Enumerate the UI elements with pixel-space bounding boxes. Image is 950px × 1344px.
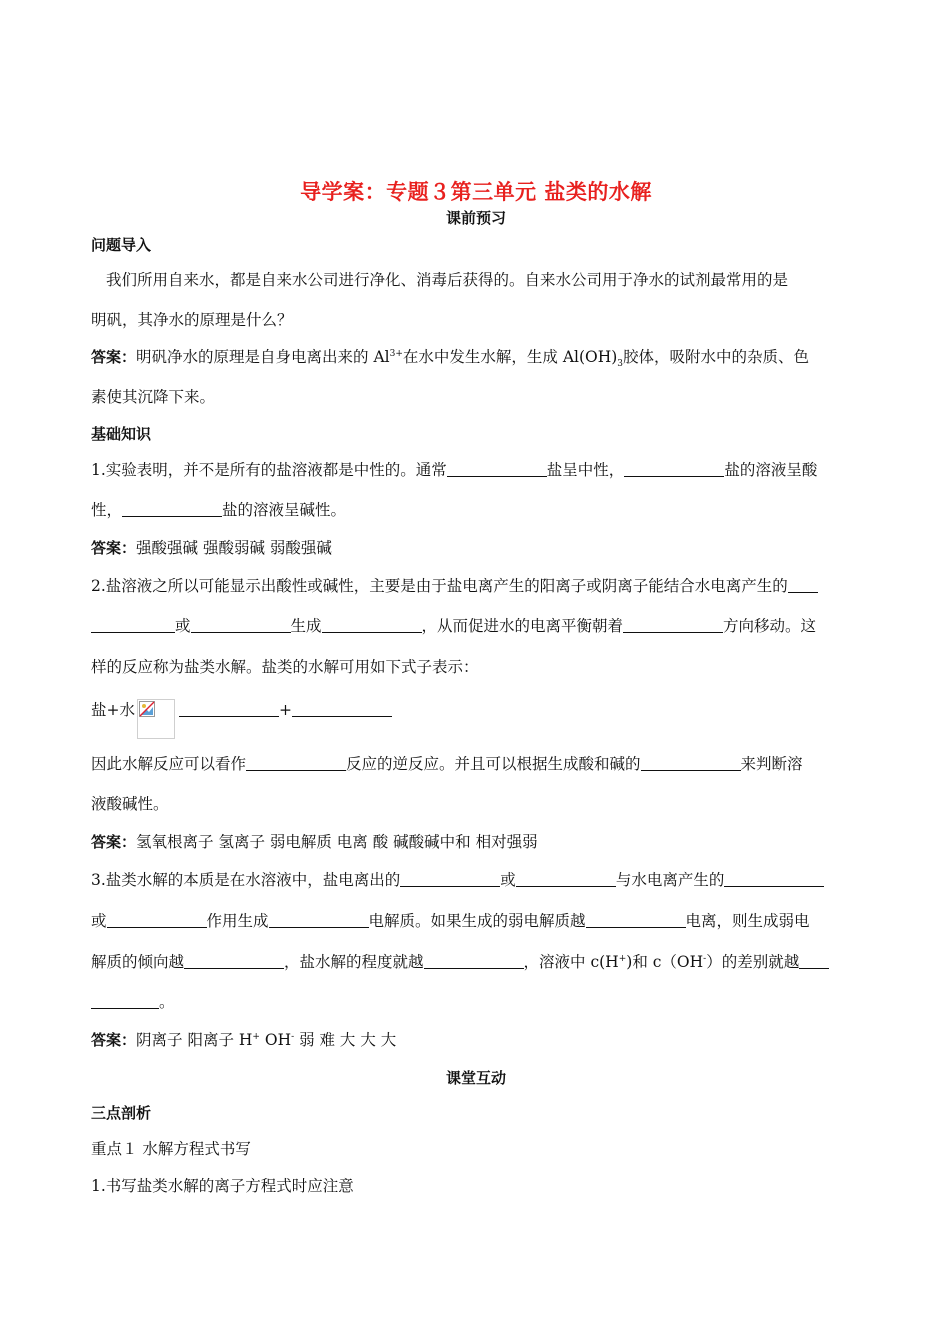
key-point-1-item-1: 1.书写盐类水解的离子方程式时应注意 — [91, 1177, 354, 1195]
question-text: 电离，则生成弱电 — [685, 912, 810, 930]
question-text: 生成 — [290, 617, 322, 635]
question-text: 3.盐类水解的本质是在水溶液中，盐电离出的 — [91, 871, 401, 889]
fill-blank[interactable] — [292, 701, 392, 717]
answer-1-line2: 素使其沉降下来。 — [91, 388, 216, 406]
fill-blank[interactable] — [424, 953, 524, 969]
section-heading-preview: 课前预习 — [445, 209, 506, 227]
question-text: ，盐水解的程度就越 — [284, 953, 424, 971]
hydrolysis-equation — [91, 698, 861, 739]
question-2-line2 — [91, 614, 861, 636]
document-title: 导学案：专题３第三单元 盐类的水解 — [300, 180, 652, 204]
fill-blank[interactable] — [586, 912, 686, 928]
answer-q1 — [91, 536, 861, 558]
fill-blank[interactable] — [641, 755, 741, 771]
equation-text: 盐+水 — [91, 701, 135, 719]
question-text: 方向移动。这 — [723, 617, 817, 635]
intro-paragraph-line2: 明矾，其净水的原理是什么？ — [91, 311, 293, 329]
equation-text: + — [279, 701, 292, 719]
question-text: )和 c（OH — [626, 953, 704, 971]
fill-blank[interactable] — [122, 501, 222, 517]
answer-label: 答案： — [91, 539, 137, 557]
question-2-line3: 样的反应称为盐类水解。盐类的水解可用如下式子表示： — [91, 658, 479, 676]
answer-q3 — [91, 1028, 861, 1050]
fill-blank[interactable] — [191, 617, 291, 633]
fill-blank[interactable] — [623, 617, 723, 633]
question-text: ）的差别就越 — [706, 953, 800, 971]
heading-analysis: 三点剖析 — [91, 1104, 152, 1122]
question-text: 因此水解反应可以看作 — [91, 755, 247, 773]
question-text: 或 — [175, 617, 191, 635]
question-text: 来判断溶 — [740, 755, 803, 773]
answer-1-text: 明矾净水的原理是自身电离出来的 Al — [136, 348, 390, 366]
question-text: 盐的溶液呈酸 — [724, 461, 818, 479]
question-2-line1 — [91, 574, 861, 596]
heading-question-intro: 问题导入 — [91, 236, 152, 254]
answer-label: 答案： — [91, 1031, 137, 1049]
question-text: 性， — [91, 501, 123, 519]
question-3-line4 — [91, 990, 861, 1012]
fill-blank[interactable] — [246, 755, 346, 771]
question-3-line3 — [91, 950, 861, 972]
question-text: 或 — [91, 912, 107, 930]
fill-blank[interactable] — [179, 701, 279, 717]
answer-1-line1 — [91, 345, 861, 370]
question-text: 或 — [500, 871, 516, 889]
superscript: + — [252, 1031, 260, 1042]
fill-blank[interactable] — [400, 871, 500, 887]
answer-1-text: 在水中发生水解，生成 Al(OH) — [402, 348, 618, 366]
fill-blank[interactable] — [107, 912, 207, 928]
fill-blank[interactable] — [91, 617, 175, 633]
heading-basic-knowledge: 基础知识 — [91, 425, 152, 443]
question-text: 1.实验表明，并不是所有的盐溶液都是中性的。通常 — [91, 461, 447, 479]
question-text: 解质的倾向越 — [91, 953, 185, 971]
key-point-1: 重点１ 水解方程式书写 — [91, 1140, 251, 1158]
intro-paragraph-line1: 我们所用自来水，都是自来水公司进行净化、消毒后获得的。自来水公司用于净水的试剂最常用的是 — [106, 271, 789, 289]
answer-text: 弱 难 大 大 大 — [294, 1031, 397, 1049]
question-text: 盐呈中性， — [546, 461, 625, 479]
fill-blank[interactable] — [624, 461, 724, 477]
answer-q2 — [91, 830, 861, 852]
answer-1-text: 胶体，吸附水中的杂质、色 — [623, 348, 810, 366]
superscript: - — [291, 1031, 295, 1042]
broken-image-icon — [137, 699, 175, 739]
question-text: 。 — [159, 993, 175, 1011]
question-text: 反应的逆反应。并且可以根据生成酸和碱的 — [346, 755, 641, 773]
question-text: ，溶液中 c(H — [523, 953, 619, 971]
fill-blank[interactable] — [322, 617, 422, 633]
fill-blank[interactable] — [269, 912, 369, 928]
fill-blank[interactable] — [799, 953, 829, 969]
superscript: 3+ — [389, 348, 403, 359]
question-text: 2.盐溶液之所以可能显示出酸性或碱性，主要是由于盐电离产生的阳离子或阴离子能结合水电离产生的 — [91, 577, 788, 595]
question-3-line1 — [91, 868, 861, 890]
fill-blank[interactable] — [184, 953, 284, 969]
answer-text: 氢氧根离子 氢离子 弱电解质 电离 酸 碱酸碱中和 相对强弱 — [136, 833, 538, 851]
fill-blank[interactable] — [788, 577, 818, 593]
question-3-line2 — [91, 909, 861, 931]
question-text: ，从而促进水的电离平衡朝着 — [421, 617, 624, 635]
answer-text: OH — [259, 1031, 292, 1049]
answer-text: 阴离子 阳离子 H — [136, 1031, 253, 1049]
answer-label: 答案： — [91, 833, 137, 851]
fill-blank[interactable] — [91, 993, 159, 1009]
question-2-line5 — [91, 752, 861, 774]
question-text: 盐的溶液呈碱性。 — [222, 501, 347, 519]
fill-blank[interactable] — [724, 871, 824, 887]
question-2-line6: 液酸碱性。 — [91, 795, 169, 813]
fill-blank[interactable] — [516, 871, 616, 887]
answer-label: 答案： — [91, 348, 137, 366]
superscript: + — [618, 953, 627, 964]
question-text: 作用生成 — [206, 912, 269, 930]
question-text: 与水电离产生的 — [615, 871, 725, 889]
fill-blank[interactable] — [447, 461, 547, 477]
subscript: 3 — [617, 359, 624, 370]
answer-text: 强酸强碱 强酸弱碱 弱酸强碱 — [136, 539, 332, 557]
superscript: - — [703, 953, 707, 964]
section-heading-classroom: 课堂互动 — [445, 1069, 506, 1087]
question-1-line2 — [91, 498, 861, 520]
question-text: 电解质。如果生成的弱电解质越 — [368, 912, 586, 930]
question-1-line1 — [91, 458, 861, 480]
